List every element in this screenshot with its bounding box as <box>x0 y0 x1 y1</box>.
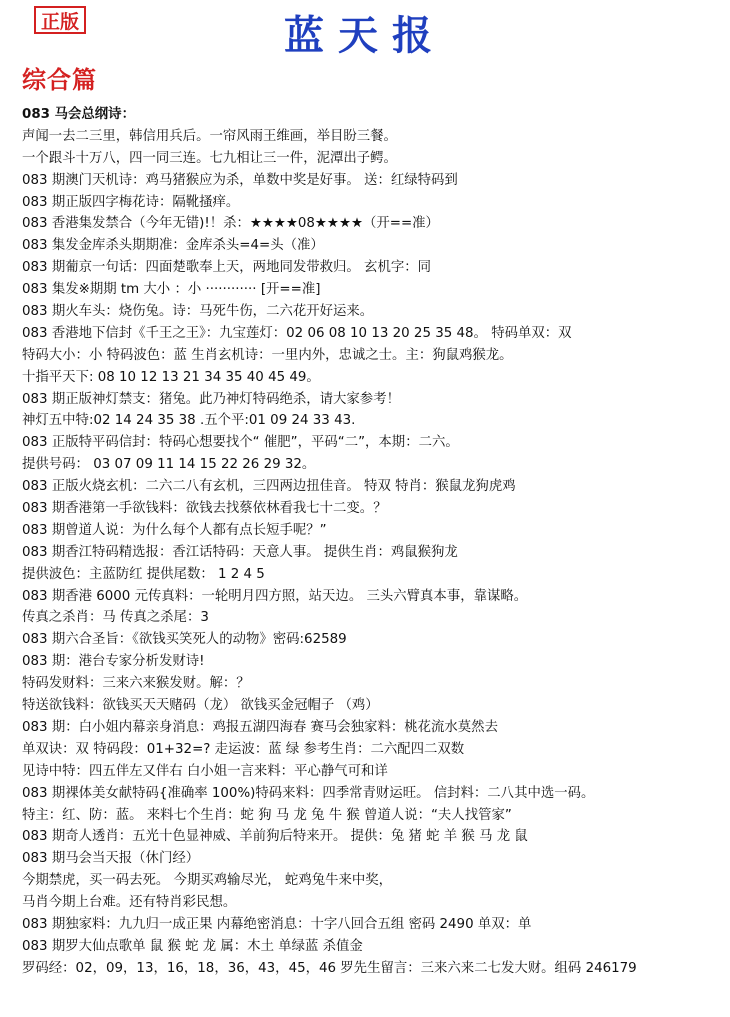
text-line: 083 正版特平码信封：特码心想要找个“ 催肥”，平码“二”，本期：二六。 <box>22 435 459 451</box>
text-line: 马肖今期上台难。还有特肖彩民想。 <box>22 895 237 911</box>
text-line: 特码大小：小 特码波色：蓝 生肖玄机诗：一里内外，忠诚之士。主：狗鼠鸡猴龙。 <box>22 347 513 363</box>
text-line: 083 期葡京一句话：四面楚歌奉上天，两地同发带救归。 玄机字：同 <box>22 260 432 276</box>
text-line: 083 期：白小姐内幕亲身消息：鸡报五湖四海春 赛马会独家料：桃花流水莫然去 <box>22 719 498 735</box>
text-line: 083 期六合圣旨：《欲钱买笑死人的动物》密码:62589 <box>22 632 347 648</box>
text-line: 提供波色：主蓝防红 提供尾数： 1 2 4 5 <box>22 566 265 582</box>
text-line: 083 马会总纲诗： <box>22 107 135 122</box>
content-lines <box>22 104 722 980</box>
text-line: 083 集发金库杀头期期准：金库杀头=4=头（准） <box>22 238 324 254</box>
text-line: 一个跟斗十万八，四一同三连。七九相让三一件，泥潭出子鳄。 <box>22 150 397 166</box>
text-line: 特码发财料：三来六来猴发财。解：？ <box>22 676 250 692</box>
text-line: 083 集发※期期 tm 大小 ：小 ············ [开==准] <box>22 282 321 298</box>
text-line: 083 期火车头：烧伤兔。诗：马死牛伤，二六花开好运来。 <box>22 304 374 320</box>
page-title: 蓝天报 <box>284 12 446 59</box>
text-line: 083 期奇人透肖：五光十色显神威、羊前狗后特来开。 提供：兔 猪 蛇 羊 猴 马 龙 鼠 <box>22 829 528 845</box>
text-line: 083 期罗大仙点歌单 鼠 猴 蛇 龙 属：木土 单绿蓝 杀值金 <box>22 938 363 954</box>
text-line: 提供号码： 03 07 09 11 14 15 22 26 29 32。 <box>22 457 316 473</box>
text-line: 神灯五中特:02 14 24 35 38 .五个平:01 09 24 33 43. <box>22 413 356 429</box>
text-line: 特送欲钱料：欲钱买天天赌码（龙） 欲钱买金冠帽子 （鸡） <box>22 698 379 714</box>
text-line: 传真之杀肖：马 传真之杀尾：3 <box>22 610 209 626</box>
text-line: 声闻一去二三里，韩信用兵后。一帘风雨王维画，举目盼三餐。 <box>22 128 397 144</box>
text-line: 083 期：港台专家分析发财诗! <box>22 654 205 670</box>
text-line: 083 期澳门天机诗：鸡马猪猴应为杀，单数中奖是好事。 送：红绿特码到 <box>22 172 458 188</box>
text-line: 083 期香江特码精选报：香江话特码：天意人事。 提供生肖：鸡鼠猴狗龙 <box>22 544 458 560</box>
text-line: 083 香港地下信封《千王之王》：九宝莲灯：02 06 08 10 13 20 25 35 48。 特码单双：双 <box>22 325 572 341</box>
text-line: 083 期正版四字梅花诗：隔靴搔痒。 <box>22 194 240 210</box>
text-line: 罗码经：02，09，13，16，18，36，43，45，46 罗先生留言：三来六来二七发大财。组码 246179 <box>22 960 637 976</box>
text-line: 十指平天下: 08 10 12 13 21 34 35 40 45 49。 <box>22 369 320 385</box>
text-line: 083 香港集发禁合（今年无错)!！杀：★★★★08★★★★（开==准） <box>22 216 439 232</box>
text-line: 今期禁虎，买一码去死。 今期买鸡输尽光， 蛇鸡兔牛来中奖， <box>22 873 393 889</box>
text-line: 083 期曾道人说：为什么每个人都有点长短手呢？” <box>22 522 327 538</box>
text-line: 单双诀：双 特码段：01+32=? 走运波：蓝 绿 参考生肖：二六配四二双数 <box>22 741 465 757</box>
text-line: 特主：红、防：蓝。 来料七个生肖：蛇 狗 马 龙 兔 牛 猴 曾道人说：“夫人找管家” <box>22 807 512 823</box>
section-heading: 综合篇 <box>22 65 97 94</box>
text-line: 见诗中特：四五伴左又伴右 白小姐一言来料：平心静气可和详 <box>22 763 388 779</box>
text-line: 083 正版火烧玄机：二六二八有玄机，三四两边扭佳音。 特双 特肖：猴鼠龙狗虎鸡 <box>22 479 516 495</box>
edition-badge: 正版 <box>34 6 86 34</box>
text-line: 083 期香港第一手欲钱料：欲钱去找蔡依林看我七十二变。？ <box>22 501 387 517</box>
text-line: 083 期正版神灯禁支：猪兔。此乃神灯特码绝杀，请大家参考！ <box>22 391 400 407</box>
text-line: 083 期裸体美女献特码{准确率 100%)特码来料：四季常青财运旺。 信封料：二八其中选一码。 <box>22 785 595 801</box>
text-line: 083 期独家料：九九归一成正果 内幕绝密消息：十字八回合五组 密码 2490 单双：单 <box>22 916 532 932</box>
text-line: 083 期马会当天报（休门经） <box>22 851 200 867</box>
text-line: 083 期香港 6000 元传真料：一轮明月四方照，站天边。 三头六臂真本事，靠谋略。 <box>22 588 528 604</box>
